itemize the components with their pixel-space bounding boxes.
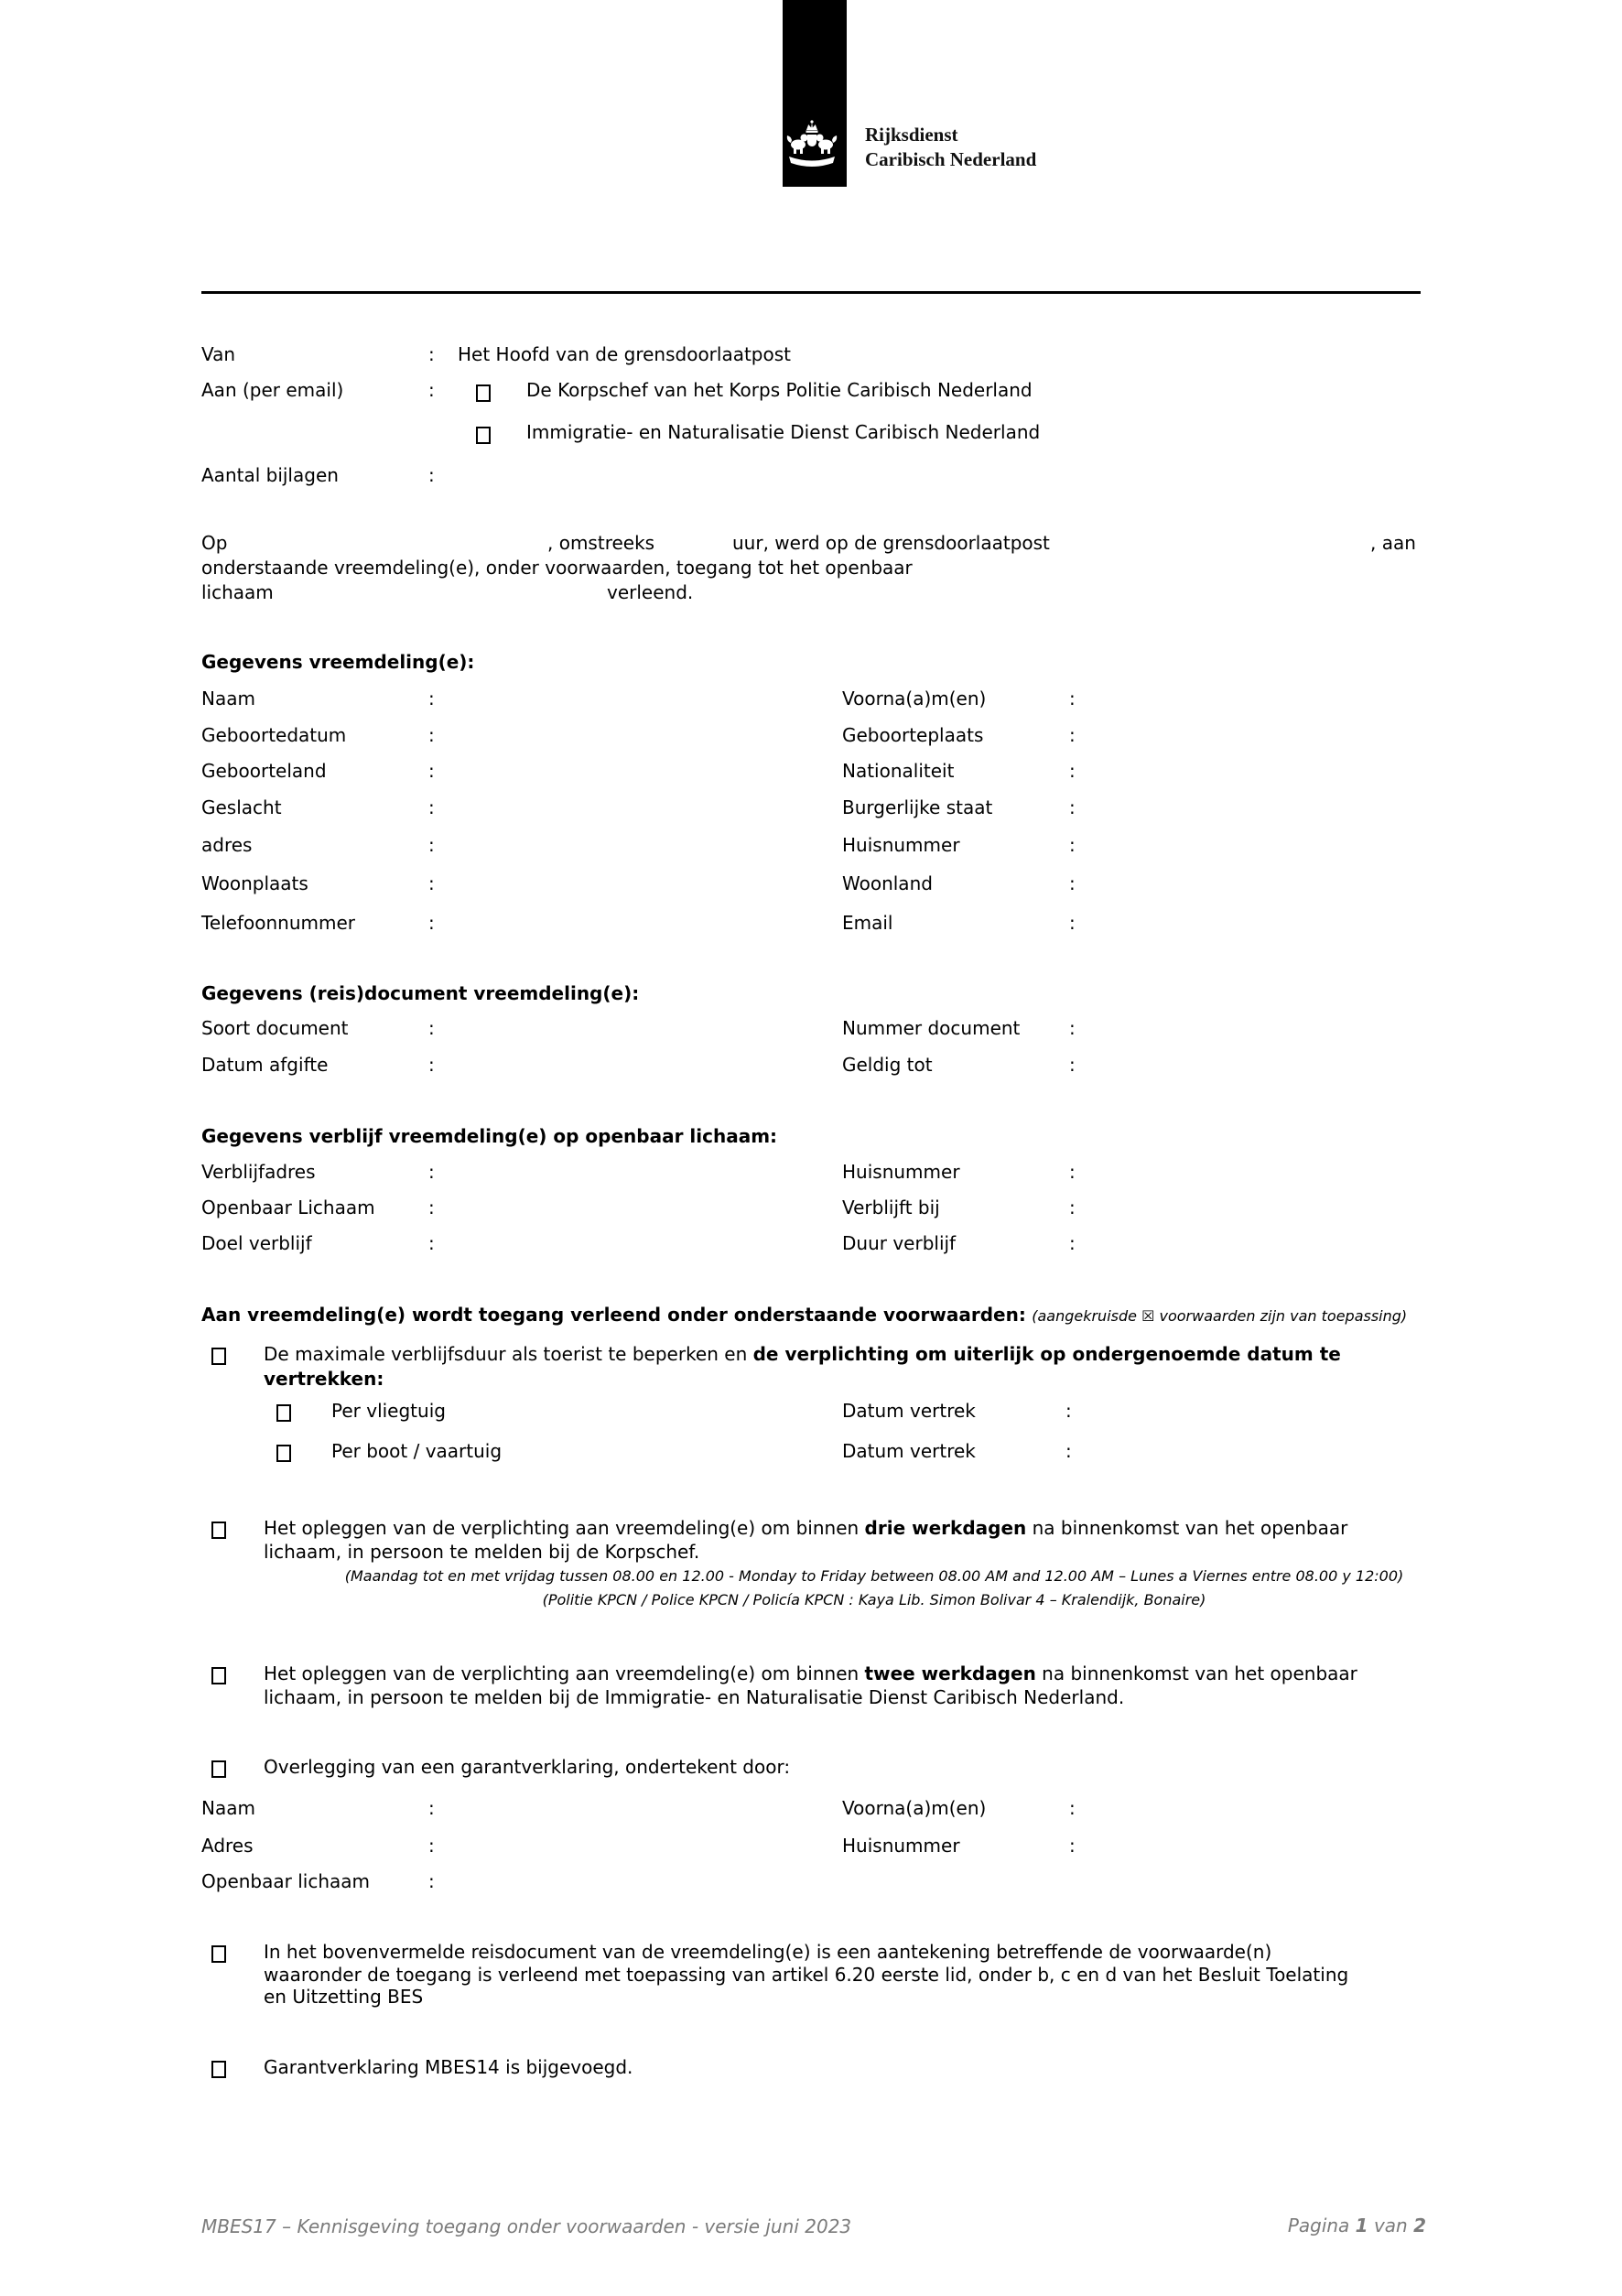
field-label-adres: adres — [201, 834, 253, 856]
intro-op: Op — [201, 532, 228, 554]
field-colon: : — [428, 834, 435, 856]
field-colon: : — [428, 912, 435, 934]
condition-verblijfsduur-bold: de verplichting om uiterlijk op ondergenoemde datum te — [752, 1343, 1341, 1365]
datum-vertrek-boot-label: Datum vertrek — [842, 1440, 976, 1462]
field-colon: : — [1069, 760, 1076, 782]
field-label-nationaliteit: Nationaliteit — [842, 760, 955, 782]
field-colon: : — [428, 1197, 435, 1218]
garant-voornamen-label: Voorna(a)m(en) — [842, 1797, 987, 1819]
footer-pagina-word: Pagina — [1287, 2215, 1356, 2236]
condition-drie-werkdagen-post: na binnenkomst van het openbaar — [1026, 1517, 1348, 1539]
conditions-heading-note: (aangekruisde ☒ voorwaarden zijn van toepassing) — [1032, 1307, 1408, 1325]
field-label-datum-afgifte: Datum afgifte — [201, 1054, 329, 1076]
aan-korpschef-checkbox[interactable] — [476, 384, 491, 402]
field-label-woonland: Woonland — [842, 872, 933, 894]
aan-option-ind: Immigratie- en Naturalisatie Dienst Caribisch Nederland — [526, 421, 1041, 443]
field-label-voornamen: Voorna(a)m(en) — [842, 688, 987, 709]
field-colon: : — [1069, 1054, 1076, 1076]
field-colon: : — [428, 1017, 435, 1039]
section-title-verblijf: Gegevens verblijf vreemdeling(e) op openbaar lichaam: — [201, 1125, 778, 1147]
field-colon: : — [428, 1870, 435, 1892]
footer-page-number — [1288, 2215, 1426, 2236]
condition-drie-werkdagen-line1 — [264, 1516, 1347, 1540]
field-label-woonplaats: Woonplaats — [201, 872, 308, 894]
van-value: Het Hoofd van de grensdoorlaatpost — [458, 343, 792, 365]
field-label-nummer-document: Nummer document — [842, 1017, 1021, 1039]
header-divider — [201, 291, 1421, 294]
condition-twee-werkdagen-line1 — [264, 1662, 1357, 1685]
logo-bar — [783, 0, 847, 187]
field-colon: : — [428, 1797, 435, 1819]
field-colon: : — [1069, 1017, 1076, 1039]
intro-verleend: verleend. — [607, 581, 694, 603]
field-label-huisnummer: Huisnummer — [842, 834, 960, 856]
field-colon: : — [428, 1835, 435, 1857]
field-colon: : — [1069, 912, 1076, 934]
footer-van-word: van — [1368, 2215, 1414, 2236]
field-label-geboorteland: Geboorteland — [201, 760, 327, 782]
van-colon: : — [428, 343, 435, 365]
condition-mbes14-checkbox[interactable] — [211, 2061, 226, 2078]
logo-org-line2: Caribisch Nederland — [865, 148, 1037, 170]
condition-aantekening-checkbox[interactable] — [211, 1945, 226, 1963]
field-label-geboortedatum: Geboortedatum — [201, 724, 347, 746]
politie-adres-note: (Politie KPCN / Police KPCN / Policía KPCN : Kaya Lib. Simon Bolivar 4 – Kralendijk, Bonaire) — [542, 1591, 1206, 1608]
field-colon: : — [1069, 872, 1076, 894]
logo-org-line1: Rijksdienst — [865, 124, 958, 146]
field-label-geboorteplaats: Geboorteplaats — [842, 724, 984, 746]
field-label-verblijft-bij: Verblijft bij — [842, 1197, 940, 1218]
condition-twee-werkdagen-line2: lichaam, in persoon te melden bij de Immigratie- en Naturalisatie Dienst Caribisch Nederland. — [264, 1686, 1125, 1708]
datum-vertrek-vliegtuig-label: Datum vertrek — [842, 1400, 976, 1422]
condition-verblijfsduur-line2: vertrekken: — [264, 1368, 384, 1390]
condition-verblijfsduur-line1 — [264, 1342, 1341, 1366]
per-vliegtuig-label: Per vliegtuig — [331, 1400, 446, 1422]
field-colon: : — [1069, 1197, 1076, 1218]
field-label-openbaar-lichaam: Openbaar Lichaam — [201, 1197, 375, 1218]
field-label-burgerlijke-staat: Burgerlijke staat — [842, 796, 993, 818]
field-colon: : — [1069, 834, 1076, 856]
section-title-reisdocument: Gegevens (reis)document vreemdeling(e): — [201, 982, 640, 1004]
field-colon: : — [428, 872, 435, 894]
field-colon: : — [428, 1054, 435, 1076]
field-label-duur-verblijf: Duur verblijf — [842, 1232, 957, 1254]
intro-line2: onderstaande vreemdeling(e), onder voorwaarden, toegang tot het openbaar — [201, 557, 913, 579]
field-colon: : — [1065, 1440, 1072, 1462]
condition-twee-werkdagen-checkbox[interactable] — [211, 1667, 226, 1684]
field-label-email: Email — [842, 912, 893, 934]
section-title-vreemdeling: Gegevens vreemdeling(e): — [201, 651, 475, 673]
condition-aantekening-line2: waaronder de toegang is verleend met toepassing van artikel 6.20 eerste lid, onder b, c en d van het Besluit Toelating — [264, 1964, 1349, 1986]
intro-uur-grensdoorlaatpost: uur, werd op de grensdoorlaatpost — [732, 532, 1050, 554]
aan-option-korpschef: De Korpschef van het Korps Politie Caribisch Nederland — [526, 379, 1033, 401]
aan-colon: : — [428, 379, 435, 401]
field-colon: : — [1065, 1400, 1072, 1422]
condition-aantekening-line1: In het bovenvermelde reisdocument van de vreemdeling(e) is een aantekening betreffende de voorwaarde(n) — [264, 1941, 1272, 1963]
melden-openingstijden-note: (Maandag tot en met vrijdag tussen 08.00 en 12.00 - Monday to Friday between 08.00 AM and 12.00 AM – Lunes a Viernes entre 08.00 y 12:00) — [344, 1567, 1404, 1585]
condition-aantekening-line3: en Uitzetting BES — [264, 1986, 424, 2008]
condition-verblijfsduur-checkbox[interactable] — [211, 1348, 226, 1365]
field-colon: : — [1069, 1161, 1076, 1183]
field-colon: : — [1069, 724, 1076, 746]
conditions-heading-bold: Aan vreemdeling(e) wordt toegang verleend onder onderstaande voorwaarden: — [201, 1304, 1026, 1326]
condition-garantverklaring-checkbox[interactable] — [211, 1760, 226, 1778]
garant-huisnummer-label: Huisnummer — [842, 1835, 960, 1857]
condition-mbes14-text: Garantverklaring MBES14 is bijgevoegd. — [264, 2056, 633, 2078]
garant-adres-label: Adres — [201, 1835, 254, 1857]
field-label-verblijfadres: Verblijfadres — [201, 1161, 316, 1183]
field-colon: : — [1069, 796, 1076, 818]
field-colon: : — [1069, 688, 1076, 709]
bijlagen-colon: : — [428, 464, 435, 486]
intro-aan: , aan — [1370, 532, 1416, 554]
field-colon: : — [428, 1232, 435, 1254]
garant-naam-label: Naam — [201, 1797, 255, 1819]
logo-wordmark — [865, 123, 1036, 172]
aan-label: Aan (per email) — [201, 379, 344, 401]
footer-page-current: 1 — [1355, 2215, 1368, 2236]
field-label-geldig-tot: Geldig tot — [842, 1054, 933, 1076]
field-label-doel-verblijf: Doel verblijf — [201, 1232, 312, 1254]
field-label-soort-document: Soort document — [201, 1017, 349, 1039]
condition-garantverklaring-text: Overlegging van een garantverklaring, ondertekent door: — [264, 1756, 791, 1778]
condition-drie-werkdagen-checkbox[interactable] — [211, 1522, 226, 1539]
field-colon: : — [428, 760, 435, 782]
per-vliegtuig-checkbox[interactable] — [276, 1404, 291, 1422]
conditions-heading — [201, 1303, 1407, 1328]
field-label-telefoonnummer: Telefoonnummer — [201, 912, 356, 934]
condition-twee-werkdagen-post: na binnenkomst van het openbaar — [1035, 1662, 1357, 1684]
condition-drie-werkdagen-pre: Het opleggen van de verplichting aan vreemdeling(e) om binnen — [264, 1517, 865, 1539]
field-label-naam: Naam — [201, 688, 255, 709]
coat-of-arms-icon — [784, 119, 839, 178]
per-boot-label: Per boot / vaartuig — [331, 1440, 503, 1462]
condition-twee-werkdagen-pre: Het opleggen van de verplichting aan vreemdeling(e) om binnen — [264, 1662, 865, 1684]
van-label: Van — [201, 343, 236, 365]
field-colon: : — [428, 796, 435, 818]
field-colon: : — [428, 1161, 435, 1183]
intro-omstreeks: , omstreeks — [547, 532, 655, 554]
footer-page-total: 2 — [1413, 2215, 1426, 2236]
condition-drie-werkdagen-bold: drie werkdagen — [864, 1517, 1027, 1539]
condition-drie-werkdagen-line2: lichaam, in persoon te melden bij de Korpschef. — [264, 1541, 700, 1563]
field-colon: : — [1069, 1232, 1076, 1254]
per-boot-checkbox[interactable] — [276, 1445, 291, 1462]
bijlagen-label: Aantal bijlagen — [201, 464, 339, 486]
field-colon: : — [1069, 1797, 1076, 1819]
aan-ind-checkbox[interactable] — [476, 427, 491, 444]
footer-document-code: MBES17 – Kennisgeving toegang onder voorwaarden - versie juni 2023 — [201, 2215, 852, 2237]
condition-twee-werkdagen-bold: twee werkdagen — [864, 1662, 1036, 1684]
field-colon: : — [428, 688, 435, 709]
field-label-huisnummer-verblijf: Huisnummer — [842, 1161, 960, 1183]
condition-verblijfsduur-text: De maximale verblijfsduur als toerist te beperken en — [264, 1343, 753, 1365]
field-colon: : — [1069, 1835, 1076, 1857]
field-colon: : — [428, 724, 435, 746]
field-label-geslacht: Geslacht — [201, 796, 282, 818]
garant-openbaar-lichaam-label: Openbaar lichaam — [201, 1870, 370, 1892]
intro-lichaam: lichaam — [201, 581, 274, 603]
